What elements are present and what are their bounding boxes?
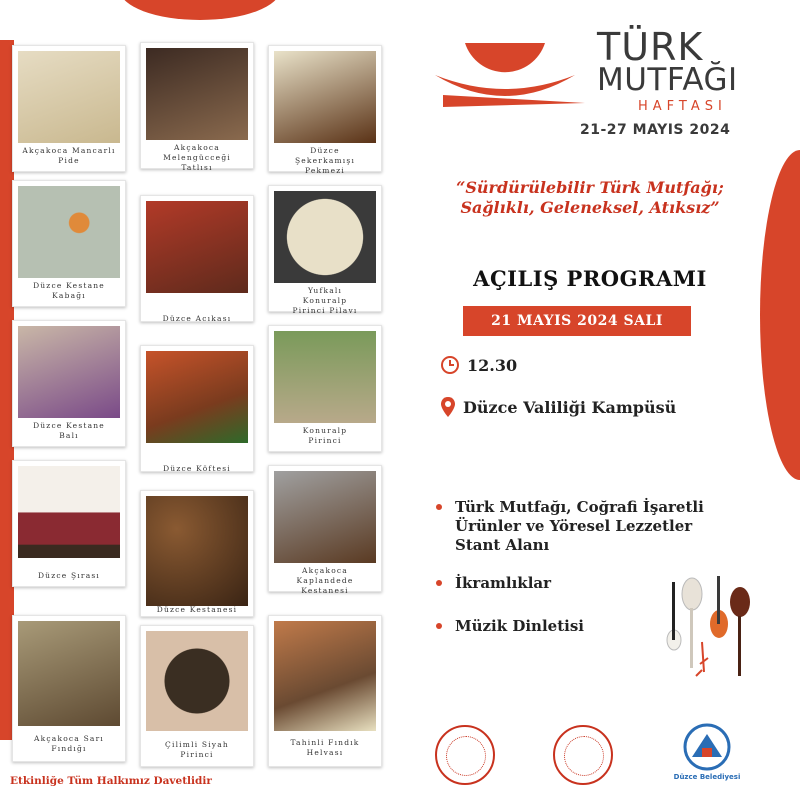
photo-card	[140, 345, 254, 472]
photo-caption: Akçakoca Kaplandede Kestanesi	[296, 566, 354, 595]
photo-caption: Akçakoca Mancarlı Pide	[22, 146, 116, 165]
food-photo	[18, 51, 120, 143]
duzce-belediyesi-logo	[672, 722, 742, 790]
photo-card	[140, 42, 254, 172]
food-photo	[274, 331, 376, 423]
slogan-line-1: “Sürdürülebilir Türk Mutfağı;	[456, 178, 724, 197]
bullet-dot-icon	[436, 623, 442, 629]
location-pin-icon	[440, 396, 456, 418]
photo-card	[12, 460, 126, 587]
photo-card	[268, 45, 382, 175]
photo-caption: Düzce Kestane Balı	[33, 421, 105, 440]
belediye-label: Düzce Belediyesi	[673, 773, 741, 781]
logo-title-haftasi: HAFTASI	[638, 99, 727, 114]
slogan-line-2: Sağlıklı, Geleneksel, Atıksız”	[460, 198, 720, 217]
photo-card	[268, 325, 382, 452]
program-item: Müzik Dinletisi	[436, 617, 584, 636]
food-photo	[146, 351, 248, 443]
food-photo	[274, 471, 376, 563]
photo-caption: Düzce Acıkası	[162, 314, 232, 323]
photo-caption: Düzce Köftesi	[163, 464, 231, 473]
photo-card	[12, 45, 126, 172]
photo-caption: Çilimli Siyah Pirinci	[165, 740, 229, 759]
photo-card	[140, 490, 254, 617]
photo-card	[268, 465, 382, 595]
program-title: AÇILIŞ PROGRAMI	[473, 266, 707, 291]
decorative-top-arc	[120, 0, 280, 20]
clock-icon	[440, 355, 460, 375]
photo-caption: Düzce Kestane Kabağı	[33, 281, 105, 300]
belediye-emblem-icon	[672, 722, 742, 772]
photo-caption: Tahinli Fındık Helvası	[290, 738, 360, 757]
photo-caption: Düzce Şırası	[37, 571, 101, 580]
photo-caption: Konuralp Pirinci	[302, 426, 348, 445]
ministry-seal-logo	[435, 725, 495, 785]
food-photo	[274, 621, 376, 731]
food-photo	[146, 48, 248, 140]
food-photo	[18, 326, 120, 418]
turk-mutfagi-bowl-logo-icon	[425, 35, 585, 110]
program-date-badge: 21 MAYIS 2024 SALI	[463, 306, 691, 336]
photo-caption: Düzce Şekerkamışı Pekmezi	[294, 146, 356, 175]
food-photo	[274, 191, 376, 283]
photo-card	[140, 625, 254, 767]
program-time-text: 12.30	[467, 355, 518, 375]
program-item: Türk Mutfağı, Coğrafi İşaretli Ürünler ve Yöresel Lezzetler Stant Alanı	[436, 498, 704, 555]
food-photo	[274, 51, 376, 143]
food-photo	[18, 621, 120, 726]
bullet-dot-icon	[436, 580, 442, 586]
photo-caption: Akçakoca Sarı Fındığı	[34, 734, 104, 753]
governorship-seal-logo	[553, 725, 613, 785]
logo-title-mutfagi: MUTFAĞI	[597, 62, 738, 98]
photo-card	[12, 615, 126, 762]
photo-card	[140, 195, 254, 322]
program-location-text: Düzce Valiliği Kampüsü	[463, 397, 677, 417]
program-location	[440, 396, 676, 418]
footer-invite: Etkinliğe Tüm Halkımız Davetlidir	[10, 775, 212, 787]
food-photo	[146, 496, 248, 606]
event-dates: 21-27 MAYIS 2024	[580, 122, 731, 138]
photo-caption: Yufkalı Konuralp Pirinci Pilavı	[292, 286, 358, 315]
program-time	[440, 355, 517, 375]
food-photo	[18, 466, 120, 558]
logo-title-turk: TÜRK	[597, 25, 704, 69]
food-photo	[146, 631, 248, 731]
food-photo	[146, 201, 248, 293]
bullet-dot-icon	[436, 504, 442, 510]
photo-card	[268, 615, 382, 767]
photo-caption: Düzce Kestanesi	[156, 605, 238, 614]
photo-card	[12, 320, 126, 447]
spoons-illustration-icon	[622, 572, 792, 692]
program-item: İkramlıklar	[436, 574, 551, 593]
food-photo	[18, 186, 120, 278]
photo-card	[12, 180, 126, 307]
photo-caption: Akçakoca Melengücceği Tatlısı	[163, 143, 231, 172]
photo-card	[268, 185, 382, 315]
